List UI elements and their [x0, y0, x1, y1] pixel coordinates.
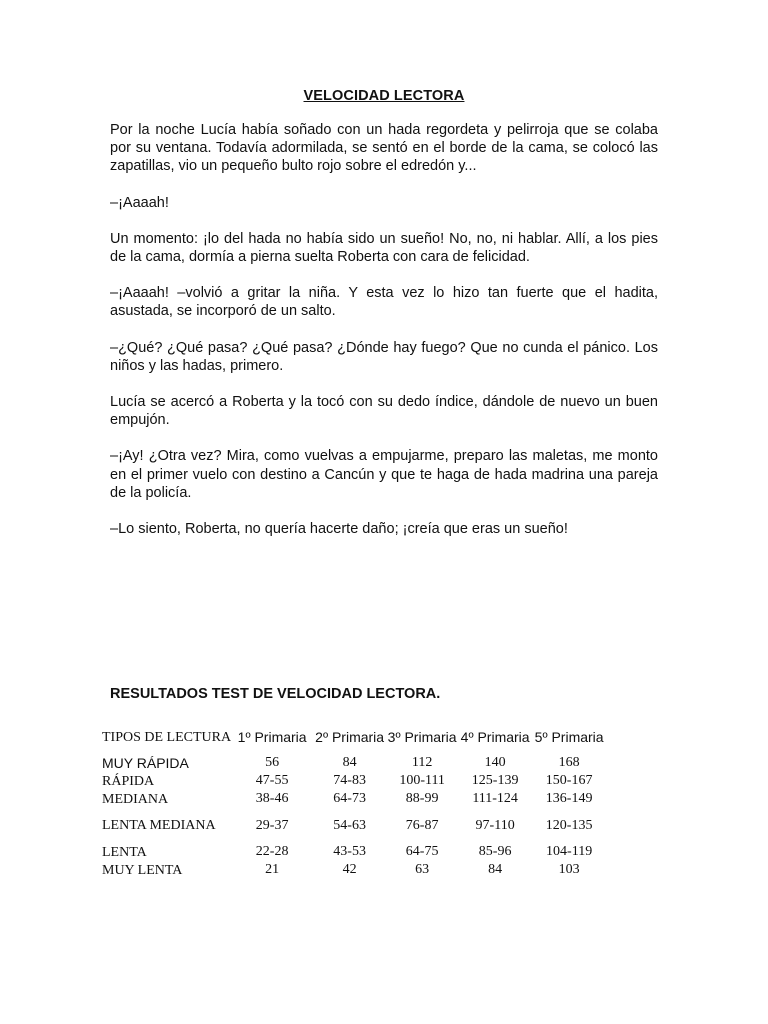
paragraph: –¡Aaaah!: [110, 194, 169, 211]
table-row: [102, 861, 606, 879]
table-cell: 84: [488, 862, 503, 877]
paragraph: –¡Ay! ¿Otra vez? Mira, como vuelvas a empujarme, preparo las maletas, me monto en el primer vuelo con destino a Cancún y que te haga de hada madrina una pareja de la policía.: [110, 448, 658, 501]
table-cell: 54-63: [333, 817, 366, 833]
table-row: [102, 808, 606, 843]
table-cell: 104-119: [546, 844, 593, 859]
column-header: 3º Primaria: [387, 729, 457, 745]
table-cell: 120-135: [545, 817, 593, 833]
table-cell: 63: [415, 862, 430, 877]
table-header-row: [102, 720, 606, 754]
table-cell: 22-28: [255, 844, 289, 859]
table-cell: 42: [342, 862, 357, 877]
page-title: VELOCIDAD LECTORA: [303, 88, 465, 104]
table-cell: 150-167: [545, 773, 593, 788]
row-label: RÁPIDA: [102, 773, 155, 789]
table-row: [102, 772, 606, 790]
paragraph: Por la noche Lucía había soñado con un hada regordeta y pelirroja que se colaba por su ventana. Todavía adormilada, se sentó en el borde de la cama, se colocó las zapatillas, vio un pequeño bulto rojo sobre el edredón y...: [110, 122, 658, 175]
results-table: [102, 720, 606, 879]
story-text: [110, 121, 658, 556]
results-title: RESULTADOS TEST DE VELOCIDAD LECTORA.: [110, 686, 441, 702]
column-header: 5º Primaria: [534, 729, 604, 745]
table-row: [102, 843, 606, 861]
column-header: 4º Primaria: [460, 729, 530, 745]
table-cell: 56: [265, 755, 280, 770]
row-label: MUY LENTA: [102, 862, 183, 878]
table-cell: 100-111: [399, 773, 445, 788]
paragraph: Lucía se acercó a Roberta y la tocó con su dedo índice, dándole de nuevo un buen empujón.: [110, 394, 658, 429]
table-row: [102, 754, 606, 772]
table-cell: 21: [265, 862, 280, 877]
table-cell: 97-110: [475, 817, 515, 833]
table-cell: 84: [342, 755, 357, 770]
column-header: TIPOS DE LECTURA: [102, 729, 232, 745]
table-cell: 103: [558, 862, 580, 877]
row-label: LENTA: [102, 844, 147, 860]
column-header: 1º Primaria: [237, 729, 307, 745]
table-cell: 111-124: [472, 791, 518, 806]
table-cell: 168: [558, 755, 580, 770]
table-cell: 85-96: [478, 844, 512, 859]
paragraph: Un momento: ¡lo del hada no había sido un sueño! No, no, ni hablar. Allí, a los pies de la cama, dormía a pierna suelta Roberta con cara de felicidad.: [110, 230, 658, 266]
table-cell: 43-53: [333, 844, 366, 859]
paragraph: –¿Qué? ¿Qué pasa? ¿Qué pasa? ¿Dónde hay fuego? Que no cunda el pánico. Los niños y las hadas, primero.: [110, 339, 658, 374]
table-cell: 140: [484, 755, 506, 770]
table-cell: 47-55: [255, 773, 289, 788]
table-cell: 88-99: [405, 791, 439, 806]
table-cell: 125-139: [471, 773, 519, 788]
table-cell: 29-37: [255, 817, 289, 833]
paragraph: –¡Aaaah! –volvió a gritar la niña. Y esta vez lo hizo tan fuerte que el hadita, asustada, se incorporó de un salto.: [110, 285, 658, 320]
table-cell: 64-73: [333, 791, 366, 806]
table-cell: 64-75: [405, 844, 439, 859]
row-label: MUY RÁPIDA: [102, 754, 189, 771]
table-cell: 76-87: [405, 817, 439, 833]
column-header: 2º Primaria: [315, 729, 385, 745]
row-label: MEDIANA: [102, 791, 169, 807]
row-label: LENTA MEDIANA: [102, 818, 216, 833]
table-cell: 136-149: [545, 791, 593, 806]
table-cell: 112: [411, 755, 433, 770]
table-cell: 74-83: [333, 773, 366, 788]
table-cell: 38-46: [255, 791, 289, 806]
paragraph: –Lo siento, Roberta, no quería hacerte daño; ¡creía que eras un sueño!: [110, 521, 568, 538]
table-row: [102, 790, 606, 808]
